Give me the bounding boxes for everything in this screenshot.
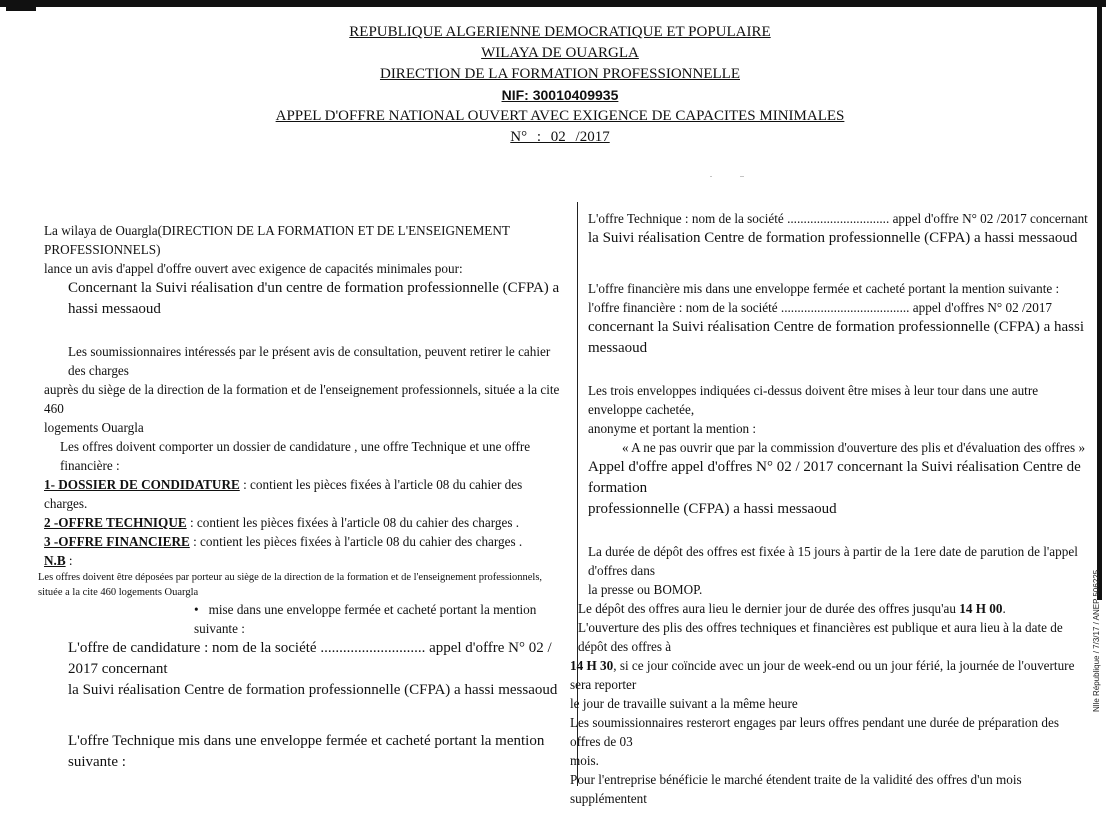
duration-line-1: La durée de dépôt des offres est fixée à 15 jours à partir de la 1ere date de parution de l'appel d'offres dans — [588, 544, 1078, 578]
envelopes-line-5: professionnelle (CFPA) a hassi messaoud — [588, 501, 837, 517]
offers-composition: Les offres doivent comporter un dossier de candidature , une offre Technique et une offre financière : — [60, 439, 531, 473]
candidature-line-1: L'offre de candidature : nom de la société ............................ appel d'offre N° 02 / 2017 concernant — [68, 640, 552, 677]
technique-intro: L'offre Technique mis dans une enveloppe fermée et cacheté portant la mention suivante : — [68, 733, 545, 770]
header-nif — [250, 85, 870, 106]
engagement-line-2: mois. — [570, 753, 599, 768]
technique-line-1: L'offre Technique : nom de la société ............................... appel d'offre N° 02 /2017 concernant — [588, 211, 1088, 226]
intro-line-2: lance un avis d'appel d'offre ouvert avec exigence de capacités minimales pour: — [44, 261, 463, 276]
financiere-line-1: L'offre financière mis dans une enveloppe fermée et cacheté portant la mention suivante : — [588, 281, 1060, 296]
item-dossier — [44, 475, 566, 513]
header-tender-number: N° : 02 /2017 — [510, 129, 610, 145]
item-technique — [44, 513, 566, 532]
withdraw-line-2: auprès du siège de la direction de la formation et de l'enseignement professionnels, située a la cite 460 — [44, 382, 560, 416]
opening-line-1: L'ouverture des plis des offres techniques et financières est publique et aura lieu à la date de dépôt des offres à — [578, 620, 1063, 654]
document-header — [250, 22, 870, 148]
nb-label: N.B — [44, 553, 66, 568]
duration-line-2: la presse ou BOMOP. — [588, 582, 703, 597]
nif-label: NIF: — [501, 87, 529, 103]
opening-line-3: le jour de travaille suivant a la même heure — [570, 696, 798, 711]
opening-text: , si ce jour coïncide avec un jour de week-end ou un jour férié, la journée de l'ouverture sera reporter — [570, 658, 1075, 692]
financiere-line-2: l'offre financière : nom de la société ....................................... appel d'offres N° 02 /2017 — [588, 300, 1053, 315]
opening-time: 14 H 30 — [570, 658, 614, 673]
item-technique-text: : contient les pièces fixées à l'article 08 du cahier des charges . — [186, 515, 520, 530]
deposit-time: 14 H 00 — [959, 601, 1003, 616]
right-border — [1097, 0, 1102, 600]
header-republic: REPUBLIQUE ALGERIENNE DEMOCRATIQUE ET POPULAIRE — [349, 24, 771, 40]
deposit-line — [578, 599, 1088, 618]
item-financiere-label: 3 -OFFRE FINANCIERE — [44, 534, 190, 549]
deposit-text: Le dépôt des offres aura lieu le dernier jour de durée des offres jusqu'au — [578, 601, 960, 616]
intro-line-1: La wilaya de Ouargla(DIRECTION DE LA FORMATION ET DE L'ENSEIGNEMENT PROFESSIONNELS) — [44, 223, 510, 257]
right-column — [570, 209, 1088, 808]
left-column — [38, 221, 566, 773]
nif-value: 30010409935 — [528, 87, 619, 103]
financiere-line-3: concernant la Suivi réalisation Centre de formation professionnelle (CFPA) a hassi messaoud — [588, 319, 1084, 356]
item-financiere — [44, 532, 566, 551]
envelopes-line-4: Appel d'offre appel d'offres N° 02 / 2017 concernant la Suivi réalisation Centre de formation — [588, 459, 1081, 496]
header-wilaya: WILAYA DE OUARGLA — [481, 45, 639, 61]
intro-line-3: Concernant la Suivi réalisation d'un centre de formation professionnelle (CFPA) a hassi messaoud — [68, 280, 560, 317]
item-dossier-text: : contient les pièces fixées à l'article 08 du cahier des charges. — [44, 477, 523, 511]
bullet-icon: • — [194, 602, 199, 617]
bullet-text: mise dans une enveloppe fermée et cacheté portant la mention suivante : — [194, 602, 537, 636]
item-technique-label: 2 -OFFRE TECHNIQUE — [44, 515, 187, 530]
withdraw-line-3: logements Ouargla — [44, 420, 144, 435]
bullet-line — [44, 600, 566, 638]
header-direction: DIRECTION DE LA FORMATION PROFESSIONNELLE — [379, 66, 740, 82]
header-tender-title: APPEL D'OFFRE NATIONAL OUVERT AVEC EXIGENCE DE CAPACITES MINIMALES — [275, 108, 845, 124]
top-border-notch — [6, 7, 36, 11]
nb-text: Les offres doivent être déposées par porteur au siège de la direction de la formation et de l'enseignement professionnels, située a la cite 460 logements Ouargla — [38, 572, 543, 598]
technique-line-2: la Suivi réalisation Centre de formation professionnelle (CFPA) a hassi messaoud — [588, 230, 1078, 246]
candidature-line-2: la Suivi réalisation Centre de formation professionnelle (CFPA) a hassi messaoud — [68, 682, 558, 698]
deposit-end: . — [1002, 601, 1006, 616]
validity-line: Pour l'entreprise bénéficie le marché étendent traite de la validité des offres d'un mois supplémentent — [570, 772, 1022, 806]
publication-side-note: Nlle République / 7/3/17 / ANEP 506225 — [1092, 569, 1101, 712]
top-border — [0, 0, 1106, 7]
nb-colon: : — [65, 553, 73, 568]
withdraw-line-1: Les soumissionnaires intéressés par le présent avis de consultation, peuvent retirer le cahier des charges — [68, 344, 551, 378]
envelopes-mention: « A ne pas ouvrir que par la commission d'ouverture des plis et d'évaluation des offres » — [622, 440, 1086, 455]
envelopes-line-1: Les trois enveloppes indiquées ci-dessus doivent être mises à leur tour dans une autre enveloppe cachetée, — [588, 383, 1039, 417]
item-financiere-text: : contient les pièces fixées à l'article 08 du cahier des charges . — [189, 534, 523, 549]
item-dossier-label: 1- DOSSIER DE CONDIDATURE — [44, 477, 240, 492]
envelopes-line-2: anonyme et portant la mention : — [588, 421, 757, 436]
engagement-line-1: Les soumissionnaires resterort engages par leurs offres pendant une durée de préparation des offres de 03 — [570, 715, 1059, 749]
scan-specks: . .. — [710, 170, 744, 179]
opening-line-2 — [570, 656, 1088, 694]
nb-heading — [44, 551, 566, 570]
